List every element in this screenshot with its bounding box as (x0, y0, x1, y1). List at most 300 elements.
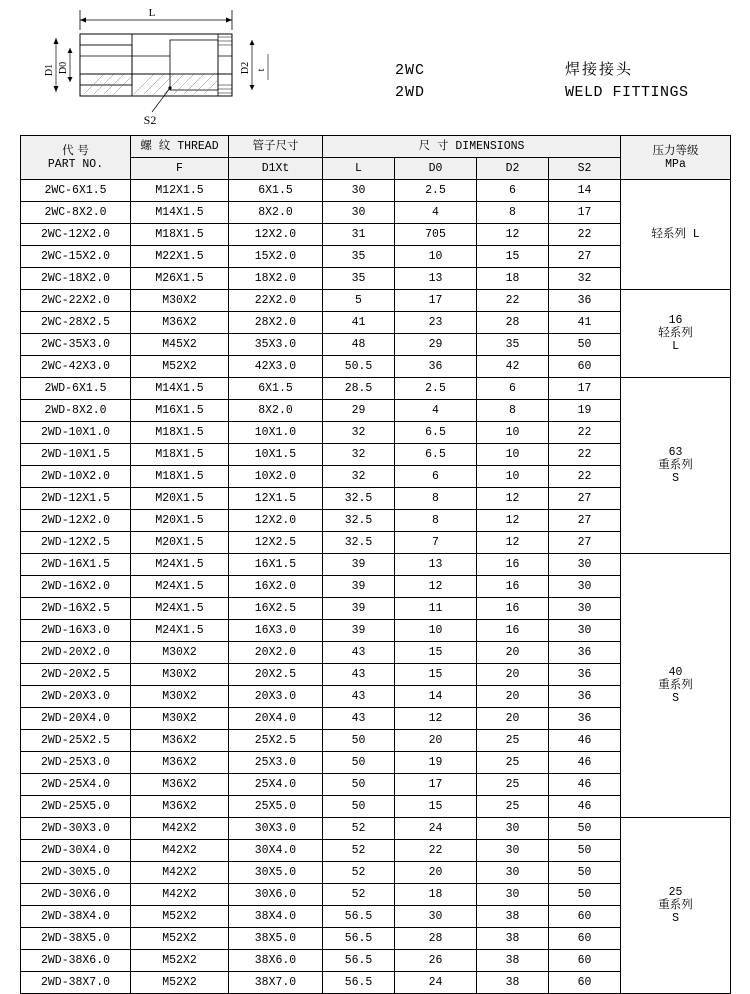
thread-f-cell: M52X2 (131, 972, 229, 994)
d2-cell: 35 (477, 334, 549, 356)
pressure-group-line: S (672, 912, 679, 926)
d2-cell: 15 (477, 246, 549, 268)
d0-cell: 12 (395, 708, 477, 730)
part-no-cell: 2WC-42X3.0 (21, 356, 131, 378)
length-l-cell: 39 (323, 576, 395, 598)
pressure-group-line: 40 (668, 665, 683, 679)
th-pressure-rating: 压力等级 MPa (621, 136, 731, 180)
d0-cell: 705 (395, 224, 477, 246)
length-l-cell: 50 (323, 752, 395, 774)
s2-cell: 30 (549, 598, 621, 620)
part-no-cell: 2WD-25X3.0 (21, 752, 131, 774)
pressure-group-cell (621, 290, 731, 378)
thread-f-cell: M42X2 (131, 840, 229, 862)
part-no-cell: 2WD-25X2.5 (21, 730, 131, 752)
d2-cell: 16 (477, 620, 549, 642)
d2-cell: 38 (477, 950, 549, 972)
s2-cell: 22 (549, 224, 621, 246)
th-f: F (131, 158, 229, 180)
length-l-cell: 28.5 (323, 378, 395, 400)
length-l-cell: 32 (323, 422, 395, 444)
tube-size-cell: 10X2.0 (229, 466, 323, 488)
thread-f-cell: M26X1.5 (131, 268, 229, 290)
tube-size-cell: 12X2.0 (229, 224, 323, 246)
d2-cell: 10 (477, 422, 549, 444)
d0-cell: 14 (395, 686, 477, 708)
d0-cell: 10 (395, 620, 477, 642)
part-no-cell: 2WD-38X4.0 (21, 906, 131, 928)
tube-size-cell: 30X5.0 (229, 862, 323, 884)
tube-size-cell: 12X2.5 (229, 532, 323, 554)
part-no-cell: 2WD-38X6.0 (21, 950, 131, 972)
s2-cell: 46 (549, 752, 621, 774)
d2-cell: 6 (477, 180, 549, 202)
part-no-cell: 2WD-38X7.0 (21, 972, 131, 994)
d2-cell: 16 (477, 598, 549, 620)
th-thread-group: 螺 纹 THREAD (131, 136, 229, 158)
pressure-group-line: 轻系列 L (651, 227, 700, 241)
s2-cell: 50 (549, 862, 621, 884)
d2-cell: 8 (477, 400, 549, 422)
d0-cell: 17 (395, 290, 477, 312)
d2-cell: 16 (477, 554, 549, 576)
length-l-cell: 32.5 (323, 532, 395, 554)
length-l-cell: 50 (323, 774, 395, 796)
d2-cell: 30 (477, 840, 549, 862)
part-no-cell: 2WD-20X2.0 (21, 642, 131, 664)
d0-cell: 13 (395, 554, 477, 576)
part-no-cell: 2WD-30X5.0 (21, 862, 131, 884)
pressure-group-cell (621, 180, 731, 290)
s2-cell: 50 (549, 334, 621, 356)
d0-cell: 6.5 (395, 444, 477, 466)
length-l-cell: 35 (323, 268, 395, 290)
product-code-2wd: 2WD (395, 84, 426, 101)
thread-f-cell: M36X2 (131, 796, 229, 818)
d0-cell: 12 (395, 576, 477, 598)
d2-cell: 25 (477, 796, 549, 818)
d0-cell: 20 (395, 862, 477, 884)
thread-f-cell: M36X2 (131, 774, 229, 796)
thread-f-cell: M42X2 (131, 818, 229, 840)
d2-cell: 38 (477, 928, 549, 950)
part-no-cell: 2WD-30X3.0 (21, 818, 131, 840)
th-d2: D2 (477, 158, 549, 180)
svg-text:D0: D0 (58, 61, 69, 75)
table-head (21, 136, 731, 180)
d0-cell: 22 (395, 840, 477, 862)
length-l-cell: 56.5 (323, 928, 395, 950)
length-l-cell: 43 (323, 642, 395, 664)
d0-cell: 17 (395, 774, 477, 796)
tube-size-cell: 8X2.0 (229, 400, 323, 422)
s2-cell: 46 (549, 730, 621, 752)
s2-cell: 14 (549, 180, 621, 202)
thread-f-cell: M20X1.5 (131, 532, 229, 554)
thread-f-cell: M30X2 (131, 290, 229, 312)
s2-cell: 60 (549, 928, 621, 950)
thread-f-cell: M24X1.5 (131, 620, 229, 642)
thread-f-cell: M20X1.5 (131, 510, 229, 532)
part-no-cell: 2WD-16X1.5 (21, 554, 131, 576)
s2-cell: 30 (549, 620, 621, 642)
th-part-no: 代 号 PART NO. (21, 136, 131, 180)
specifications-table (20, 135, 731, 994)
length-l-cell: 52 (323, 884, 395, 906)
length-l-cell: 32.5 (323, 488, 395, 510)
d0-cell: 6 (395, 466, 477, 488)
thread-f-cell: M45X2 (131, 334, 229, 356)
length-l-cell: 52 (323, 840, 395, 862)
thread-f-cell: M30X2 (131, 642, 229, 664)
length-l-cell: 35 (323, 246, 395, 268)
d2-cell: 25 (477, 752, 549, 774)
length-l-cell: 31 (323, 224, 395, 246)
th-s2: S2 (549, 158, 621, 180)
length-l-cell: 30 (323, 202, 395, 224)
d2-cell: 10 (477, 466, 549, 488)
thread-f-cell: M16X1.5 (131, 400, 229, 422)
table-row (21, 180, 731, 202)
length-l-cell: 32 (323, 444, 395, 466)
tube-size-cell: 18X2.0 (229, 268, 323, 290)
length-l-cell: 43 (323, 686, 395, 708)
s2-cell: 60 (549, 356, 621, 378)
d2-cell: 20 (477, 642, 549, 664)
thread-f-cell: M42X2 (131, 862, 229, 884)
d0-cell: 10 (395, 246, 477, 268)
tube-size-cell: 25X4.0 (229, 774, 323, 796)
part-no-cell: 2WC-22X2.0 (21, 290, 131, 312)
d2-cell: 30 (477, 884, 549, 906)
pressure-group-cell (621, 554, 731, 818)
s2-cell: 60 (549, 950, 621, 972)
d0-cell: 11 (395, 598, 477, 620)
part-no-cell: 2WC-8X2.0 (21, 202, 131, 224)
tube-size-cell: 12X1.5 (229, 488, 323, 510)
thread-f-cell: M24X1.5 (131, 554, 229, 576)
th-tube-size-group: 管子尺寸 (229, 136, 323, 158)
part-no-cell: 2WC-28X2.5 (21, 312, 131, 334)
d0-cell: 24 (395, 818, 477, 840)
length-l-cell: 56.5 (323, 950, 395, 972)
s2-cell: 50 (549, 818, 621, 840)
length-l-cell: 52 (323, 818, 395, 840)
part-no-cell: 2WD-30X6.0 (21, 884, 131, 906)
part-no-cell: 2WD-38X5.0 (21, 928, 131, 950)
tube-size-cell: 30X4.0 (229, 840, 323, 862)
tube-size-cell: 20X2.0 (229, 642, 323, 664)
pressure-group-line: 轻系列 (658, 326, 693, 340)
thread-f-cell: M36X2 (131, 312, 229, 334)
d0-cell: 24 (395, 972, 477, 994)
d0-cell: 2.5 (395, 378, 477, 400)
d2-cell: 18 (477, 268, 549, 290)
s2-cell: 17 (549, 202, 621, 224)
part-no-cell: 2WD-10X1.5 (21, 444, 131, 466)
s2-cell: 36 (549, 290, 621, 312)
part-no-cell: 2WD-12X2.5 (21, 532, 131, 554)
tube-size-cell: 35X3.0 (229, 334, 323, 356)
thread-f-cell: M14X1.5 (131, 378, 229, 400)
thread-f-cell: M12X1.5 (131, 180, 229, 202)
length-l-cell: 56.5 (323, 906, 395, 928)
d2-cell: 42 (477, 356, 549, 378)
tube-size-cell: 16X2.5 (229, 598, 323, 620)
s2-cell: 17 (549, 378, 621, 400)
thread-f-cell: M24X1.5 (131, 576, 229, 598)
thread-f-cell: M52X2 (131, 928, 229, 950)
d2-cell: 28 (477, 312, 549, 334)
d2-cell: 12 (477, 488, 549, 510)
table-row (21, 554, 731, 576)
part-no-cell: 2WD-25X4.0 (21, 774, 131, 796)
s2-cell: 32 (549, 268, 621, 290)
d0-cell: 8 (395, 488, 477, 510)
thread-f-cell: M42X2 (131, 884, 229, 906)
thread-f-cell: M18X1.5 (131, 444, 229, 466)
d0-cell: 29 (395, 334, 477, 356)
d0-cell: 19 (395, 752, 477, 774)
header-row-1 (21, 136, 731, 158)
d2-cell: 12 (477, 532, 549, 554)
length-l-cell: 48 (323, 334, 395, 356)
length-l-cell: 5 (323, 290, 395, 312)
svg-text:S2: S2 (143, 113, 157, 127)
d2-cell: 25 (477, 774, 549, 796)
product-name-cn: 焊接接头 (565, 60, 634, 78)
d0-cell: 15 (395, 796, 477, 818)
th-dimensions-group: 尺 寸 DIMENSIONS (323, 136, 621, 158)
tube-size-cell: 22X2.0 (229, 290, 323, 312)
d0-cell: 6.5 (395, 422, 477, 444)
part-no-cell: 2WC-35X3.0 (21, 334, 131, 356)
thread-f-cell: M18X1.5 (131, 224, 229, 246)
pressure-group-line: L (672, 340, 679, 354)
length-l-cell: 29 (323, 400, 395, 422)
tube-size-cell: 38X6.0 (229, 950, 323, 972)
d2-cell: 6 (477, 378, 549, 400)
d0-cell: 7 (395, 532, 477, 554)
th-d1xt: D1Xt (229, 158, 323, 180)
part-no-cell: 2WD-16X2.5 (21, 598, 131, 620)
d0-cell: 4 (395, 400, 477, 422)
d2-cell: 20 (477, 708, 549, 730)
part-no-cell: 2WC-6X1.5 (21, 180, 131, 202)
s2-cell: 27 (549, 488, 621, 510)
table-row (21, 818, 731, 840)
pressure-group-cell (621, 818, 731, 994)
part-no-cell: 2WD-12X2.0 (21, 510, 131, 532)
part-no-cell: 2WD-10X1.0 (21, 422, 131, 444)
d2-cell: 30 (477, 818, 549, 840)
title-block (395, 58, 735, 110)
thread-f-cell: M24X1.5 (131, 598, 229, 620)
d0-cell: 36 (395, 356, 477, 378)
tube-size-cell: 30X3.0 (229, 818, 323, 840)
table-row (21, 290, 731, 312)
d0-cell: 15 (395, 664, 477, 686)
tube-size-cell: 25X2.5 (229, 730, 323, 752)
thread-f-cell: M36X2 (131, 730, 229, 752)
tube-size-cell: 20X3.0 (229, 686, 323, 708)
tube-size-cell: 10X1.5 (229, 444, 323, 466)
table-body (21, 180, 731, 994)
svg-text:t: t (256, 68, 267, 72)
tube-size-cell: 25X3.0 (229, 752, 323, 774)
part-no-cell: 2WD-30X4.0 (21, 840, 131, 862)
thread-f-cell: M52X2 (131, 356, 229, 378)
tube-size-cell: 42X3.0 (229, 356, 323, 378)
pressure-group-line: 重系列 (658, 458, 693, 472)
part-no-cell: 2WC-12X2.0 (21, 224, 131, 246)
th-d0: D0 (395, 158, 477, 180)
tube-size-cell: 10X1.0 (229, 422, 323, 444)
d0-cell: 26 (395, 950, 477, 972)
s2-cell: 46 (549, 774, 621, 796)
pressure-group-line: 重系列 (658, 678, 693, 692)
d2-cell: 30 (477, 862, 549, 884)
length-l-cell: 41 (323, 312, 395, 334)
part-no-cell: 2WD-16X3.0 (21, 620, 131, 642)
part-no-cell: 2WD-20X3.0 (21, 686, 131, 708)
tube-size-cell: 15X2.0 (229, 246, 323, 268)
part-no-cell: 2WC-15X2.0 (21, 246, 131, 268)
part-no-cell: 2WD-12X1.5 (21, 488, 131, 510)
tube-size-cell: 12X2.0 (229, 510, 323, 532)
tube-size-cell: 16X3.0 (229, 620, 323, 642)
d2-cell: 12 (477, 224, 549, 246)
part-no-cell: 2WD-10X2.0 (21, 466, 131, 488)
s2-cell: 36 (549, 642, 621, 664)
page-header (0, 0, 750, 135)
d2-cell: 22 (477, 290, 549, 312)
pressure-group-line: S (672, 692, 679, 706)
s2-cell: 27 (549, 532, 621, 554)
d0-cell: 15 (395, 642, 477, 664)
s2-cell: 41 (549, 312, 621, 334)
length-l-cell: 39 (323, 554, 395, 576)
length-l-cell: 56.5 (323, 972, 395, 994)
tube-size-cell: 38X5.0 (229, 928, 323, 950)
s2-cell: 30 (549, 554, 621, 576)
tube-size-cell: 16X1.5 (229, 554, 323, 576)
s2-cell: 50 (549, 840, 621, 862)
s2-cell: 46 (549, 796, 621, 818)
pressure-group-cell (621, 378, 731, 554)
s2-cell: 22 (549, 422, 621, 444)
s2-cell: 22 (549, 466, 621, 488)
s2-cell: 36 (549, 708, 621, 730)
fitting-drawing (20, 4, 320, 132)
tube-size-cell: 8X2.0 (229, 202, 323, 224)
tube-size-cell: 6X1.5 (229, 180, 323, 202)
thread-f-cell: M30X2 (131, 664, 229, 686)
thread-f-cell: M36X2 (131, 752, 229, 774)
d0-cell: 30 (395, 906, 477, 928)
length-l-cell: 52 (323, 862, 395, 884)
svg-text:L: L (148, 7, 156, 19)
s2-cell: 27 (549, 510, 621, 532)
length-l-cell: 30 (323, 180, 395, 202)
pressure-group-line: 63 (668, 445, 683, 459)
d2-cell: 25 (477, 730, 549, 752)
tube-size-cell: 16X2.0 (229, 576, 323, 598)
length-l-cell: 43 (323, 664, 395, 686)
d0-cell: 18 (395, 884, 477, 906)
d2-cell: 12 (477, 510, 549, 532)
length-l-cell: 43 (323, 708, 395, 730)
product-code-2wc: 2WC (395, 62, 426, 79)
d0-cell: 13 (395, 268, 477, 290)
part-no-cell: 2WD-8X2.0 (21, 400, 131, 422)
tube-size-cell: 20X2.5 (229, 664, 323, 686)
thread-f-cell: M30X2 (131, 708, 229, 730)
table-row (21, 378, 731, 400)
s2-cell: 36 (549, 686, 621, 708)
thread-f-cell: M30X2 (131, 686, 229, 708)
d0-cell: 23 (395, 312, 477, 334)
part-no-cell: 2WD-25X5.0 (21, 796, 131, 818)
th-l: L (323, 158, 395, 180)
s2-cell: 60 (549, 972, 621, 994)
d2-cell: 10 (477, 444, 549, 466)
tube-size-cell: 25X5.0 (229, 796, 323, 818)
length-l-cell: 50 (323, 730, 395, 752)
tube-size-cell: 6X1.5 (229, 378, 323, 400)
s2-cell: 36 (549, 664, 621, 686)
tube-size-cell: 20X4.0 (229, 708, 323, 730)
part-no-cell: 2WD-16X2.0 (21, 576, 131, 598)
thread-f-cell: M14X1.5 (131, 202, 229, 224)
s2-cell: 50 (549, 884, 621, 906)
part-no-cell: 2WD-20X4.0 (21, 708, 131, 730)
svg-text:D2: D2 (240, 61, 251, 75)
length-l-cell: 39 (323, 598, 395, 620)
pressure-group-line: S (672, 472, 679, 486)
thread-f-cell: M22X1.5 (131, 246, 229, 268)
s2-cell: 60 (549, 906, 621, 928)
length-l-cell: 39 (323, 620, 395, 642)
s2-cell: 19 (549, 400, 621, 422)
d2-cell: 16 (477, 576, 549, 598)
part-no-cell: 2WD-6X1.5 (21, 378, 131, 400)
tube-size-cell: 28X2.0 (229, 312, 323, 334)
part-no-cell: 2WD-20X2.5 (21, 664, 131, 686)
s2-cell: 30 (549, 576, 621, 598)
d0-cell: 4 (395, 202, 477, 224)
length-l-cell: 50.5 (323, 356, 395, 378)
part-no-cell: 2WC-18X2.0 (21, 268, 131, 290)
thread-f-cell: M18X1.5 (131, 422, 229, 444)
pressure-group-line: 25 (668, 885, 683, 899)
thread-f-cell: M18X1.5 (131, 466, 229, 488)
d0-cell: 8 (395, 510, 477, 532)
d2-cell: 38 (477, 906, 549, 928)
d2-cell: 38 (477, 972, 549, 994)
tube-size-cell: 30X6.0 (229, 884, 323, 906)
title-row-1 (395, 58, 735, 84)
d0-cell: 20 (395, 730, 477, 752)
title-row-2 (395, 84, 735, 110)
d2-cell: 20 (477, 664, 549, 686)
d2-cell: 20 (477, 686, 549, 708)
thread-f-cell: M20X1.5 (131, 488, 229, 510)
length-l-cell: 32 (323, 466, 395, 488)
product-name-en: WELD FITTINGS (565, 84, 689, 101)
length-l-cell: 50 (323, 796, 395, 818)
d0-cell: 28 (395, 928, 477, 950)
